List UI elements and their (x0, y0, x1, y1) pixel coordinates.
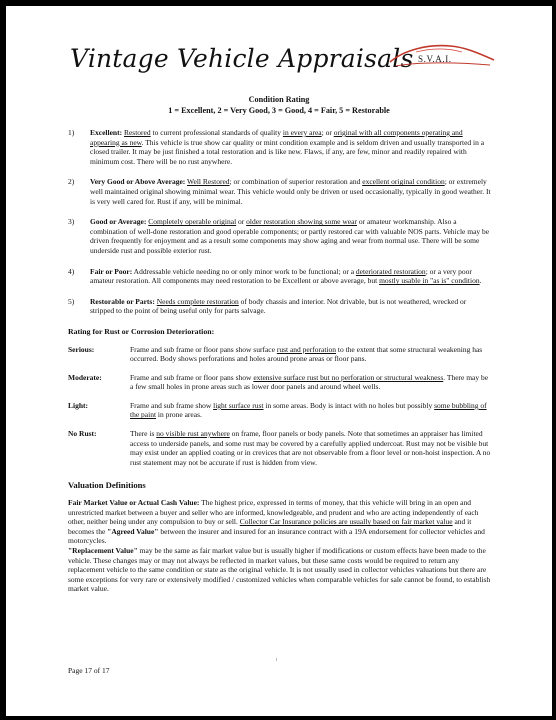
fmv-text: The highest price, expressed in terms of money, that this vehicle will bring in an open and unrestricted market between a buyer and seller who are informed, knowledgeable, and prudent and who are acting independently of each other, neither being under any compulsion to buy or sell. (68, 498, 479, 527)
item-label: Good or Average: (90, 217, 147, 227)
item-underlined: Completely operable original (148, 217, 237, 227)
item-number: 2) (68, 177, 75, 187)
item-label: Restorable or Parts: (90, 296, 155, 306)
item-number: 4) (68, 266, 75, 276)
item-text: or amateur workmanship. Also a combination of well-done restoration and good operable components; or partly restored car with valuable NOS parts. Vehicle may be driven frequently for enjoyment and as a result some components may show aging and wear from normal use. There will be some underside rust and possible exterior rust. (90, 217, 490, 255)
item-underlined: older restoration showing some wear (246, 217, 357, 227)
agreed-value-label: "Agreed Value" (107, 526, 159, 536)
rust-text: There is (130, 429, 157, 439)
rust-item-no-rust (68, 429, 492, 467)
rust-underlined: rust and perforation (276, 344, 336, 354)
item-underlined: Well Restored (187, 177, 230, 187)
rust-item-moderate (68, 373, 492, 392)
rust-text: . There may be a few small holes in prone areas such as lower door panels and around wheel wells. (130, 372, 489, 392)
item-underlined: in every area (282, 128, 322, 137)
condition-rating-heading: Condition Rating (248, 95, 310, 104)
item-text: ; or a very poor amateur restoration. All components may need restoration to be Excellent or above average, but (90, 266, 472, 286)
item-text: . This vehicle is true show car quality or mint condition example and is seldom driven and usually transported in a closed trailer. It may be just finished a total restoration and is like new. Flaws, if any, are few, minor and readily repaired with minimum cost. There will be no rust anywhere. (90, 137, 485, 166)
rust-label: Serious: (68, 344, 95, 354)
item-text: . (479, 276, 482, 286)
item-label: Fair or Poor: (90, 266, 133, 276)
item-label: Very Good or Above Average: (90, 177, 186, 187)
rv-text: may be the same as fair market value but is usually higher if modifications or custom effects have been made to the vehicle. These changes may or may not always be reflected in market values, but these same costs would be required to return any replacement vehicle to the same condition or state as the original vehicle. It is not usually used in collector vehicles valuations but there are some exceptions for very rare or extensively modified / customized vehicles when comparable vehicles for sale cannot be found, to establish market value. (68, 546, 491, 594)
fmv-text: between the insurer and insured for an insurance contract with a 19A endorsement for collector vehicles and motorcycles. (68, 526, 485, 546)
item-text: Addressable vehicle needing no or only minor work to be functional; or a (132, 266, 356, 276)
rust-underlined: some bubbling of the paint (130, 400, 487, 420)
fmv-underlined: Collector Car Insurance policies are usually based on fair market value (239, 517, 453, 527)
item-text: ; or (321, 128, 334, 137)
rust-text: on frame, floor panels or body panels. Note that sometimes an appraiser has limited access to underside panels, and some rust may be covered by a carefully applied undercoat. Rust may not be visible but may exist under an applied coating or in crevices that are not observable from a floor level or non-hoist inspection. A no rust statement may not be accurate if rust is hidden from view. (130, 429, 491, 467)
rust-label: Light: (68, 400, 89, 410)
rust-underlined: no visible rust anywhere (156, 429, 230, 439)
valuation-paragraph (68, 498, 492, 594)
item-text: ; or combination of superior restoration and (229, 177, 363, 187)
rating-item-5 (68, 297, 492, 316)
item-underlined: deteriorated restoration (355, 266, 426, 276)
company-badge: S.V.A.I. (418, 54, 452, 64)
item-number: 1) (68, 128, 75, 137)
item-text: or (236, 217, 247, 227)
item-number: 5) (68, 296, 75, 306)
rust-label: Moderate: (68, 372, 102, 382)
rust-text: Frame and sub frame or floor pans show (130, 372, 254, 382)
item-underlined: mostly usable in "as is" condition (379, 276, 480, 286)
document-page (6, 6, 552, 716)
item-underlined: excellent original condition (362, 177, 445, 187)
item-underlined: Restored (123, 128, 151, 137)
valuation-heading: Valuation Definitions (68, 480, 146, 491)
fmv-label: Fair Market Value or Actual Cash Value: (68, 498, 200, 508)
replacement-value-label: "Replacement Value" (68, 546, 138, 555)
item-label: Excellent: (90, 128, 123, 137)
rust-underlined: extensive surface rust but no perforation or structural weakness (253, 372, 444, 382)
item-text: to current professional standards of quality (150, 128, 283, 137)
condition-rating-scale: 1 = Excellent, 2 = Very Good, 3 = Good, 4 = Fair, 5 = Restorable (168, 106, 390, 115)
item-text: ; or extremely well maintained original showing minimal wear. This vehicle would only be driven or used occasionally, typically in good weather. It is very well cared for. Rust if any, will be minimal. (90, 177, 491, 206)
rust-text: to the extent that some structural weakening has occurred. Body shows perforations and holes around prone areas or floor pans. (130, 344, 483, 364)
rust-text: Frame and sub frame show (130, 400, 214, 410)
page-number: Page 17 of 17 (68, 666, 110, 675)
document-body (68, 128, 492, 594)
page-mark (276, 658, 277, 661)
item-underlined: original with all components operating and appearing as new (90, 128, 463, 147)
fmv-text: and it becomes the (68, 517, 472, 536)
rating-item-3 (68, 217, 492, 255)
rating-item-4 (68, 267, 492, 286)
rating-item-1 (68, 128, 492, 166)
item-number: 3) (68, 217, 75, 227)
rust-item-light (68, 401, 492, 420)
rust-rating-heading: Rating for Rust or Corrosion Deterioration: (68, 326, 215, 336)
rust-text: Frame and sub frame or floor pans show surface (130, 344, 277, 354)
rust-item-serious (68, 345, 492, 364)
rust-text: in prone areas. (156, 410, 202, 420)
rust-label: No Rust: (68, 429, 97, 439)
item-text: of body chassis and interior. Not drivable, but is not weathered, wrecked or stripped to the point of being useful only for parts salvage. (90, 296, 467, 316)
rust-underlined: light surface rust (213, 400, 264, 410)
rating-item-2 (68, 177, 492, 206)
item-underlined: Needs complete restoration (156, 296, 239, 306)
rust-text: in some areas. Body is intact with no holes but possibly (263, 400, 435, 410)
company-logo-title: Vintage Vehicle Appraisals (70, 44, 414, 73)
